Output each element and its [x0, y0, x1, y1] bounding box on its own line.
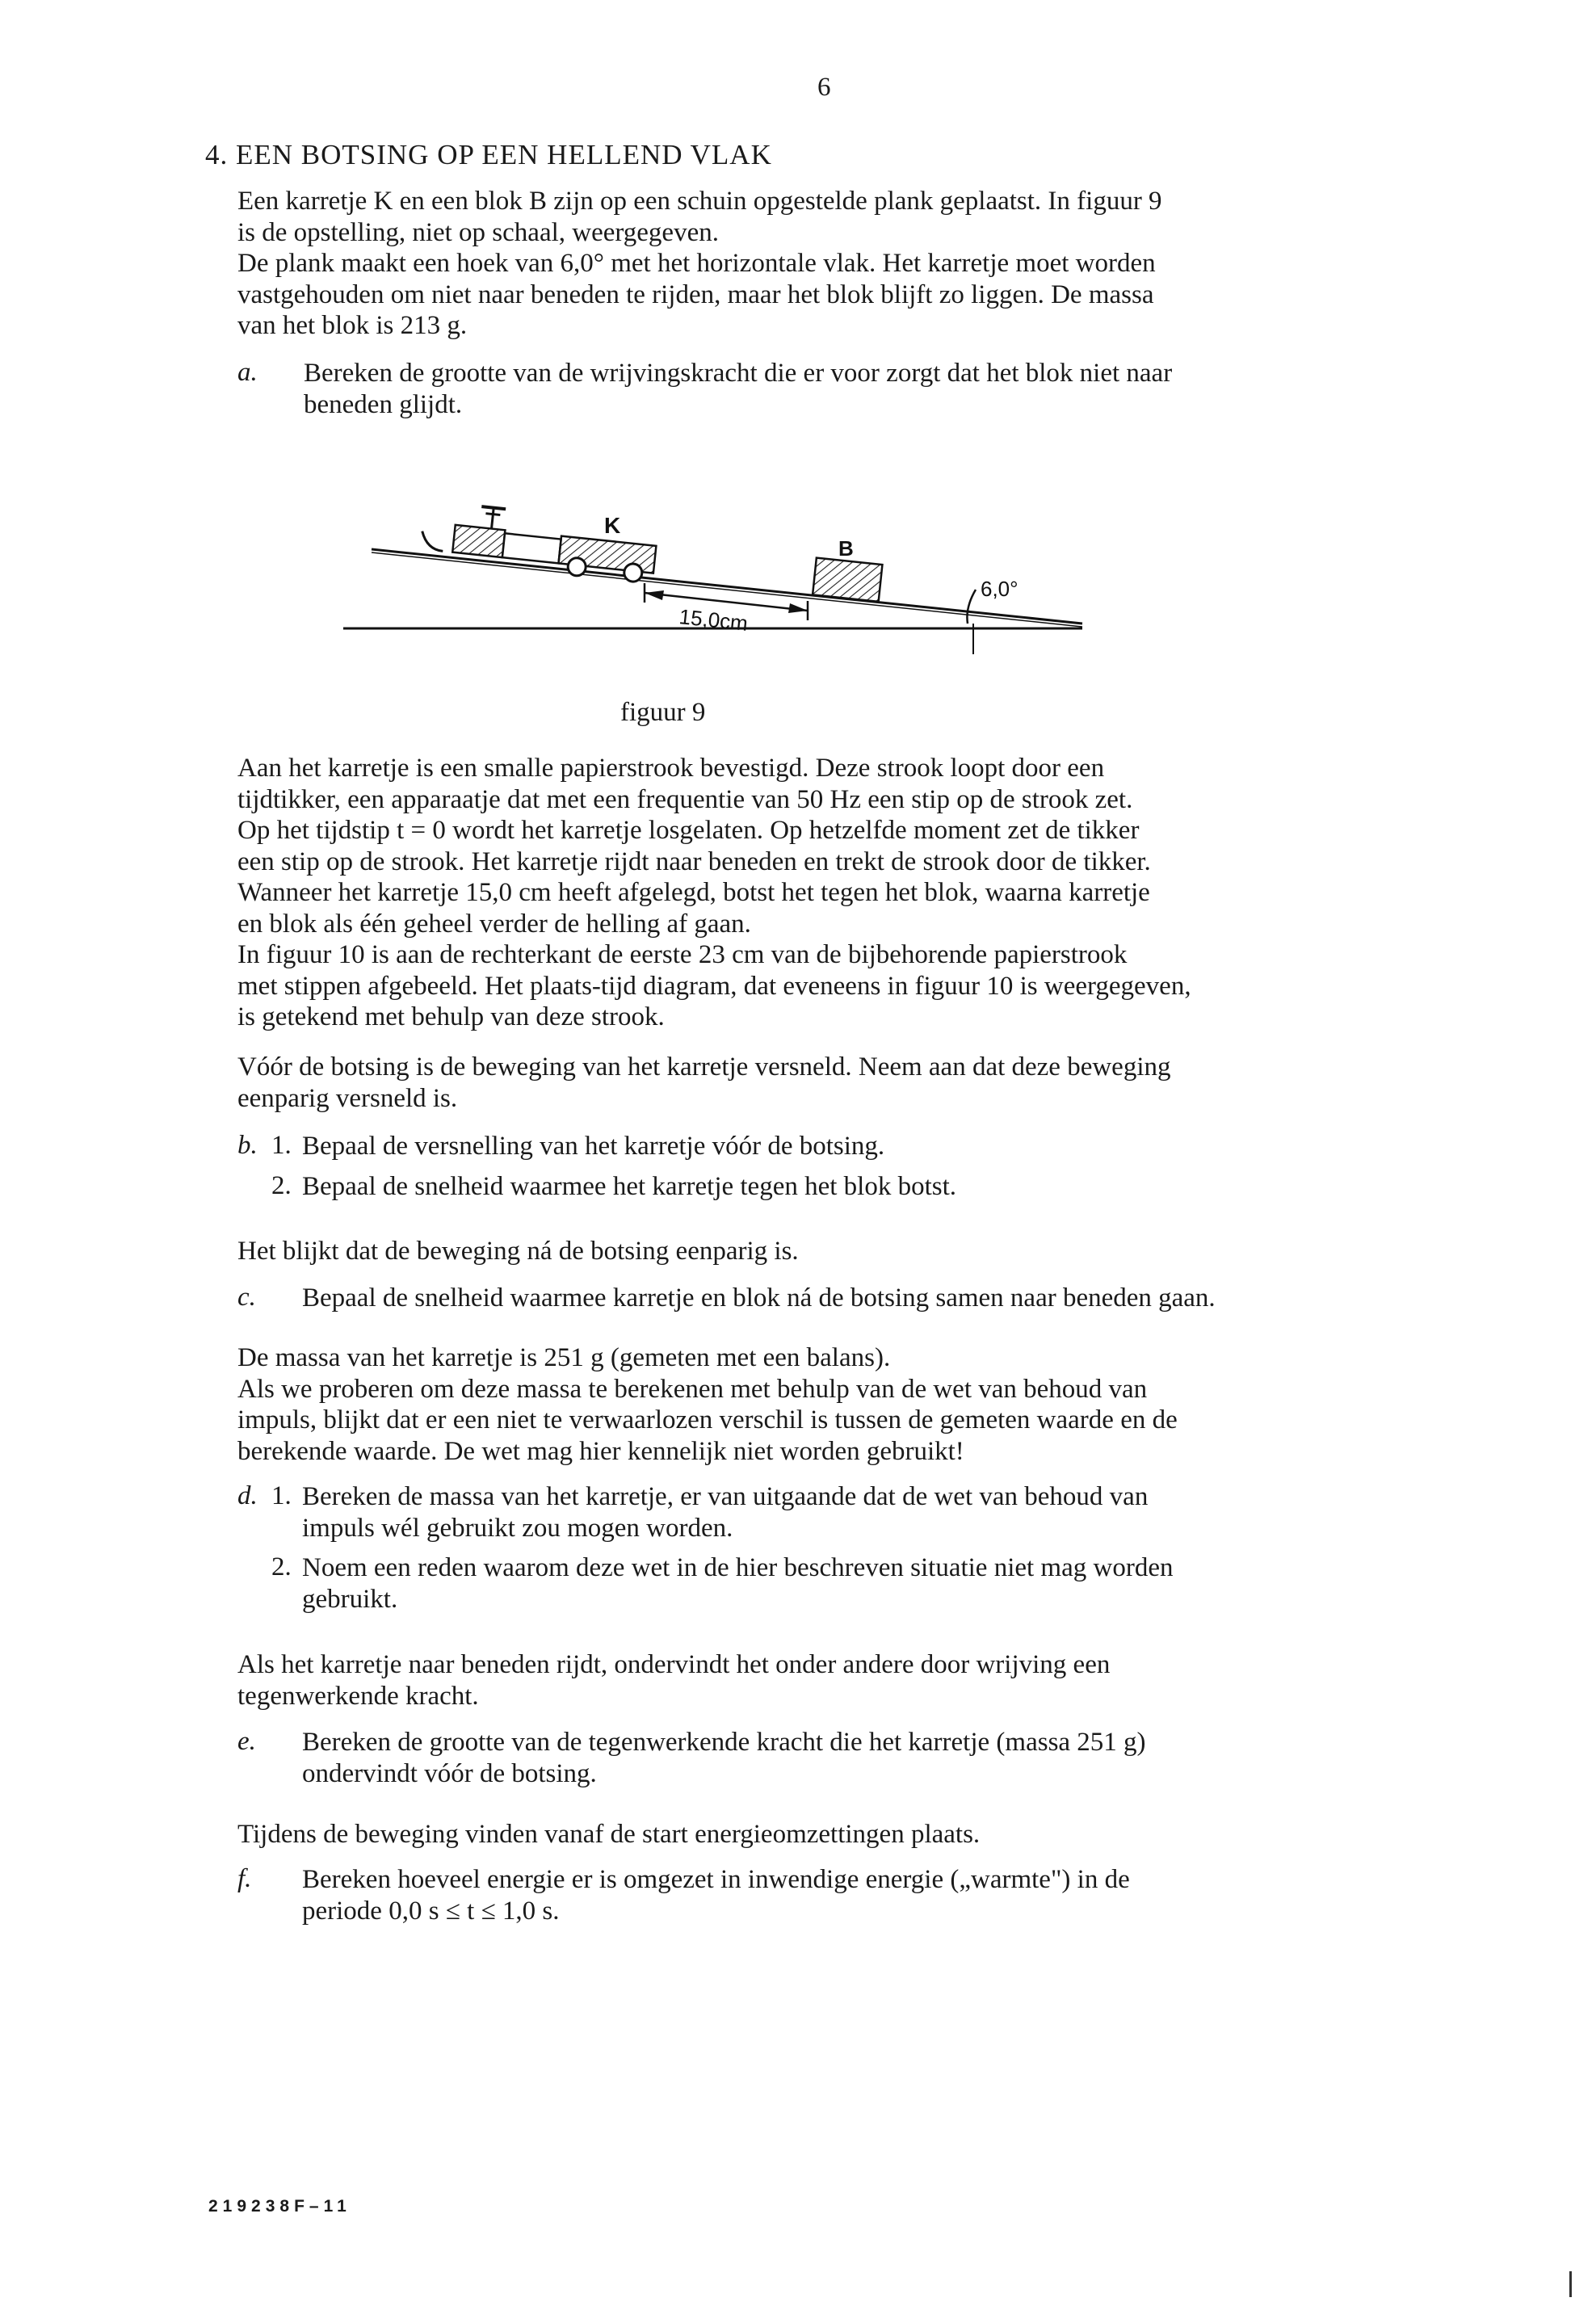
question-a-line: Bereken de grootte van de wrijvingskracht die er voor zorgt dat het blok niet naar	[304, 359, 1173, 388]
question-b1-number: 1.	[271, 1131, 292, 1160]
mass-line: berekende waarde. De wet mag hier kennelijk niet worden gebruikt!	[237, 1436, 964, 1466]
question-d1-line: impuls wél gebruikt zou mogen worden.	[302, 1513, 733, 1543]
question-a-line: beneden glijdt.	[304, 389, 463, 419]
strip-line: tijdtikker, een apparaatje dat met een frequentie van 50 Hz een stip op de strook zet.	[237, 784, 1133, 814]
strip-line: en blok als één geheel verder de helling af gaan.	[237, 909, 751, 939]
intro-paragraph	[237, 186, 1401, 342]
energy-paragraph: Tijdens de beweging vinden vanaf de start energieomzettingen plaats.	[237, 1820, 981, 1849]
question-d1-number: 1.	[271, 1481, 292, 1510]
mass-paragraph	[237, 1342, 1401, 1467]
question-b2-text: Bepaal de snelheid waarmee het karretje tegen het blok botst.	[302, 1172, 957, 1201]
distance-label: 15,0cm	[678, 604, 750, 636]
question-b1-text: Bepaal de versnelling van het karretje vóór de botsing.	[302, 1132, 885, 1161]
strip-line: Op het tijdstip t = 0 wordt het karretje losgelaten. Op hetzelfde moment zet de tikker	[237, 816, 1140, 845]
friction-line: tegenwerkende kracht.	[237, 1681, 479, 1711]
question-b2-number: 2.	[271, 1171, 292, 1200]
question-c-text: Bepaal de snelheid waarmee karretje en blok ná de botsing samen naar beneden gaan.	[302, 1283, 1216, 1313]
strip-line: een stip op de strook. Het karretje rijdt naar beneden en trekt de strook door de tikker.	[237, 846, 1151, 876]
friction-line: Als het karretje naar beneden rijdt, ondervindt het onder andere door wrijving een	[237, 1650, 1111, 1679]
question-f-line: Bereken hoeveel energie er is omgezet in inwendige energie („warmte") in de	[302, 1865, 1130, 1894]
cart-k	[419, 501, 658, 584]
mass-line: De massa van het karretje is 251 g (gemeten met een balans).	[237, 1343, 891, 1372]
question-d1-text	[302, 1481, 1401, 1544]
question-f-line: periode 0,0 s ≤ t ≤ 1,0 s.	[302, 1896, 560, 1926]
figure-caption: figuur 9	[620, 698, 706, 727]
intro-line: van het blok is 213 g.	[237, 311, 468, 340]
question-f-text	[302, 1864, 1401, 1926]
after-collision-paragraph: Het blijkt dat de beweging ná de botsing eenparig is.	[237, 1237, 799, 1266]
question-f-label: f.	[237, 1864, 252, 1893]
section-title: 4. EEN BOTSING OP EEN HELLEND VLAK	[205, 139, 772, 170]
friction-paragraph	[237, 1649, 1401, 1712]
strip-line: Wanneer het karretje 15,0 cm heeft afgelegd, botst het tegen het blok, waarna karretje	[237, 878, 1150, 907]
strip-line: is getekend met behulp van deze strook.	[237, 1002, 665, 1031]
question-d2-line: gebruikt.	[302, 1584, 398, 1614]
mass-line: Als we proberen om deze massa te berekenen met behulp van de wet van behoud van	[237, 1374, 1148, 1404]
question-b-label: b.	[237, 1131, 258, 1160]
question-e-line: ondervindt vóór de botsing.	[302, 1758, 597, 1788]
question-c-label: c.	[237, 1283, 256, 1312]
strip-paragraph	[237, 753, 1401, 1033]
page-number: 6	[817, 73, 831, 102]
question-a-text	[304, 358, 1410, 420]
question-e-line: Bereken de grootte van de tegenwerkende kracht die het karretje (massa 251 g)	[302, 1728, 1146, 1757]
intro-line: vastgehouden om niet naar beneden te rijden, maar het blok blijft zo liggen. De massa	[237, 279, 1154, 309]
scan-edge-mark	[1569, 2271, 1572, 2297]
question-d2-line: Noem een reden waarom deze wet in de hier beschreven situatie niet mag worden	[302, 1553, 1174, 1582]
strip-line: Aan het karretje is een smalle papierstrook bevestigd. Deze strook loopt door een	[237, 754, 1105, 783]
intro-line: Een karretje K en een blok B zijn op een schuin opgestelde plank geplaatst. In figuur 9	[237, 187, 1162, 216]
intro-line: is de opstelling, niet op schaal, weergegeven.	[237, 217, 719, 247]
mass-line: impuls, blijkt dat er een niet te verwaarlozen verschil is tussen de gemeten waarde en de	[237, 1405, 1178, 1434]
angle-arc	[967, 590, 976, 624]
block-label-b: B	[838, 536, 854, 561]
intro-line: De plank maakt een hoek van 6,0° met het horizontale vlak. Het karretje moet worden	[237, 249, 1156, 278]
strip-line: In figuur 10 is aan de rechterkant de eerste 23 cm van de bijbehorende papierstrook	[237, 940, 1128, 969]
acceleration-line: Vóór de botsing is de beweging van het karretje versneld. Neem aan dat deze beweging	[237, 1052, 1171, 1082]
question-e-text	[302, 1727, 1401, 1789]
angle-label: 6,0°	[981, 577, 1018, 601]
question-d2-text	[302, 1552, 1401, 1615]
acceleration-paragraph	[237, 1052, 1401, 1114]
block-b	[813, 558, 882, 602]
cart-label-k: K	[604, 513, 621, 538]
strip-line: met stippen afgebeeld. Het plaats-tijd diagram, dat eveneens in figuur 10 is weergegeven,	[237, 971, 1191, 1001]
question-a-label: a.	[237, 358, 258, 387]
question-d-label: d.	[237, 1481, 258, 1510]
acceleration-line: eenparig versneld is.	[237, 1083, 458, 1113]
question-d2-number: 2.	[271, 1552, 292, 1581]
question-e-label: e.	[237, 1727, 256, 1756]
figure-9-diagram	[323, 485, 1098, 678]
question-d1-line: Bereken de massa van het karretje, er van uitgaande dat de wet van behoud van	[302, 1482, 1149, 1511]
footer-code: 219238F–11	[208, 2197, 351, 2216]
